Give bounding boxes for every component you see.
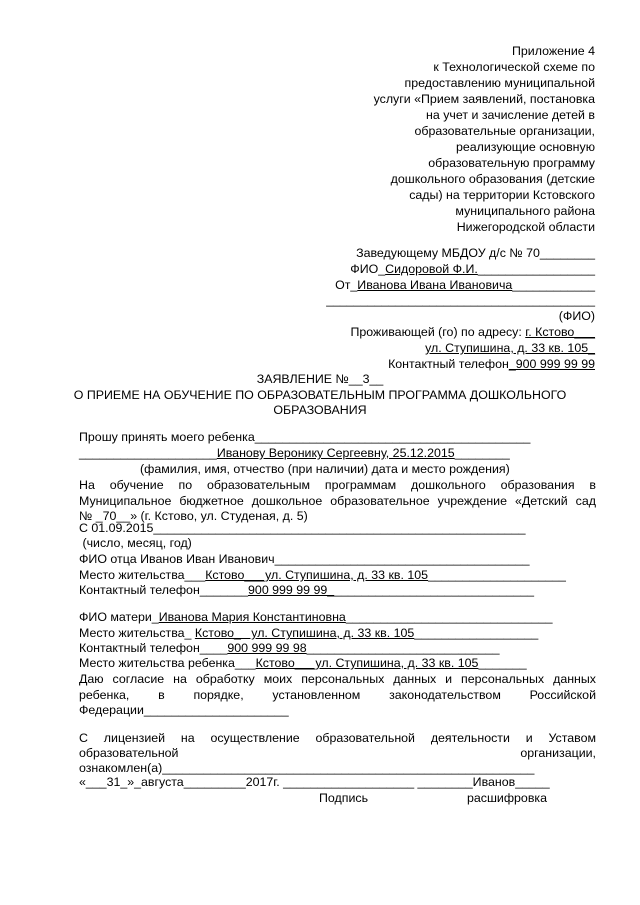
program-line-2: Муниципальное бюджетное дошкольное образовательное учреждение «Детский сад — [79, 494, 596, 508]
father-residence-suffix: ____________________ — [428, 568, 566, 582]
start-caption: (число, месяц, год) — [79, 536, 192, 550]
father-phone-prefix: Контактный телефон_______ — [79, 583, 249, 597]
appendix-line: образовательные организации, — [414, 124, 595, 138]
appendix-line: на учет и зачисление детей в — [426, 108, 595, 122]
fio-prefix: ФИО_ — [350, 262, 386, 276]
father-residence-prefix: Место жительства___ — [79, 568, 206, 582]
appendix-line: к Технологической схеме по — [433, 60, 595, 74]
title-line-1: ЗАЯВЛЕНИЕ №__3__ — [256, 372, 384, 386]
appendix-line: образовательную программу — [428, 156, 595, 170]
fio-caption: (ФИО) — [558, 309, 595, 323]
child-pre: ____________________ — [79, 446, 217, 460]
fio-value: Сидоровой Ф.И. — [385, 262, 478, 276]
child-post: ________ — [454, 446, 510, 460]
father-phone — [79, 583, 534, 598]
from-prefix: От_ — [335, 278, 358, 292]
appendix-line: услуги «Прием заявлений, постановка — [373, 92, 595, 106]
request-line — [79, 430, 530, 445]
mother-residence-suffix: __________________ — [414, 626, 539, 640]
mother-phone-suffix: ____________________________ — [306, 641, 500, 655]
mother-residence — [79, 626, 538, 641]
address-line-2 — [425, 341, 595, 356]
addressee-blank-line: _______________________________________ — [326, 293, 595, 307]
father-residence — [79, 568, 566, 583]
appendix-line: Нижегородской области — [456, 220, 595, 234]
father-fio: ФИО отца Иванов Иван Иванович_____________________________________ — [79, 552, 530, 566]
child-line — [79, 446, 510, 461]
mother-fio-value: Иванова Мария Константиновна — [158, 610, 346, 624]
father-residence-value: Кстово___ул. Ступишина, д. 33 кв. 105 — [205, 568, 429, 582]
mother-phone-value: 900 999 99 98 — [227, 641, 307, 655]
license-line-2: образовательной организации, — [79, 746, 596, 760]
phone-prefix: Контактный телефон — [388, 357, 509, 371]
addressee-head: Заведующему МБДОУ д/с № 70________ — [356, 246, 595, 260]
appendix-line: предоставлению муниципальной — [404, 76, 595, 90]
consent-line-1: Даю согласие на обработку моих персональных данных и персональных данных — [79, 672, 596, 686]
consent-line-3: Федерации_____________________ — [79, 703, 289, 717]
appendix-line: Приложение 4 — [511, 44, 595, 58]
from-value: Иванова Ивана Ивановича — [357, 278, 513, 292]
child-value: Иванову Веронику Сергеевну, 25.12.2015 — [216, 446, 455, 460]
signature-caption: Подпись — [319, 791, 369, 805]
request-blank: ________________________________________ — [254, 430, 531, 444]
appendix-line: дошкольного образования (детские — [390, 172, 595, 186]
address-line-1 — [350, 325, 595, 340]
child-residence — [79, 656, 527, 671]
addressee-fio — [350, 262, 595, 277]
license-line-1: С лицензией на осуществление образовательной деятельности и Уставом — [79, 731, 596, 745]
father-phone-value: 900 999 99 99_ — [248, 583, 335, 597]
title-line-3: ОБРАЗОВАНИЯ — [273, 403, 367, 417]
child-residence-prefix: Место жительства ребенка___ — [79, 656, 256, 670]
address-value-1: г. Кстово___ — [525, 325, 595, 339]
address-prefix: Проживающей (го) по адресу: — [350, 325, 526, 339]
program-line-3: № _70__» (г. Кстово, ул. Студеная, д. 5) — [79, 509, 308, 523]
addressee-from — [335, 278, 595, 293]
date-signature-line: «___31_»_августа_________2017г. ___________________ ________Иванов_____ — [79, 775, 550, 789]
address-value-2: ул. Ступишина, д. 33 кв. 105_ — [425, 341, 595, 355]
mother-phone — [79, 641, 500, 656]
addressee-phone — [388, 357, 595, 372]
appendix-line: сады) на территории Кстовского — [409, 188, 595, 202]
title-line-2: О ПРИЕМЕ НА ОБУЧЕНИЕ ПО ОБРАЗОВАТЕЛЬНЫМ ПРОГРАММА ДОШКОЛЬНОГО — [73, 388, 567, 402]
appendix-line: муниципального района — [455, 204, 595, 218]
start-date: С 01.09.2015______________________________________________________ — [79, 521, 526, 535]
consent-line-2: ребенка, в порядке, установленном законодательством Российской — [79, 688, 596, 702]
child-residence-suffix: _______ — [478, 656, 527, 670]
mother-phone-prefix: Контактный телефон____ — [79, 641, 228, 655]
father-phone-suffix: _____________________________ — [334, 583, 535, 597]
phone-value: _900 999 99 99 — [508, 357, 595, 371]
from-suffix: ____________ — [512, 278, 595, 292]
mother-fio-prefix: ФИО матери_ — [79, 610, 159, 624]
license-line-3: ознакомлен(а)______________________________________________________ — [79, 761, 535, 775]
program-line-1: На обучение по образовательным программам дошкольного образования в — [79, 478, 596, 492]
mother-residence-prefix: Место жительства_ — [79, 626, 195, 640]
mother-fio-suffix: ______________________________ — [345, 610, 553, 624]
decode-caption: расшифровка — [467, 791, 547, 805]
request-prefix: Прошу принять моего ребенка — [79, 430, 255, 444]
child-residence-value: Кстово___ул. Ступишина, д. 33 кв. 105 — [255, 656, 479, 670]
mother-residence-value: Кстово_ ул. Ступишина, д. 33 кв. 105 — [194, 626, 415, 640]
fio-suffix: _________________ — [477, 262, 595, 276]
appendix-line: реализующие основную — [455, 140, 595, 154]
mother-fio — [79, 610, 553, 625]
child-caption: (фамилия, имя, отчество (при наличии) дата и место рождения) — [140, 462, 510, 476]
